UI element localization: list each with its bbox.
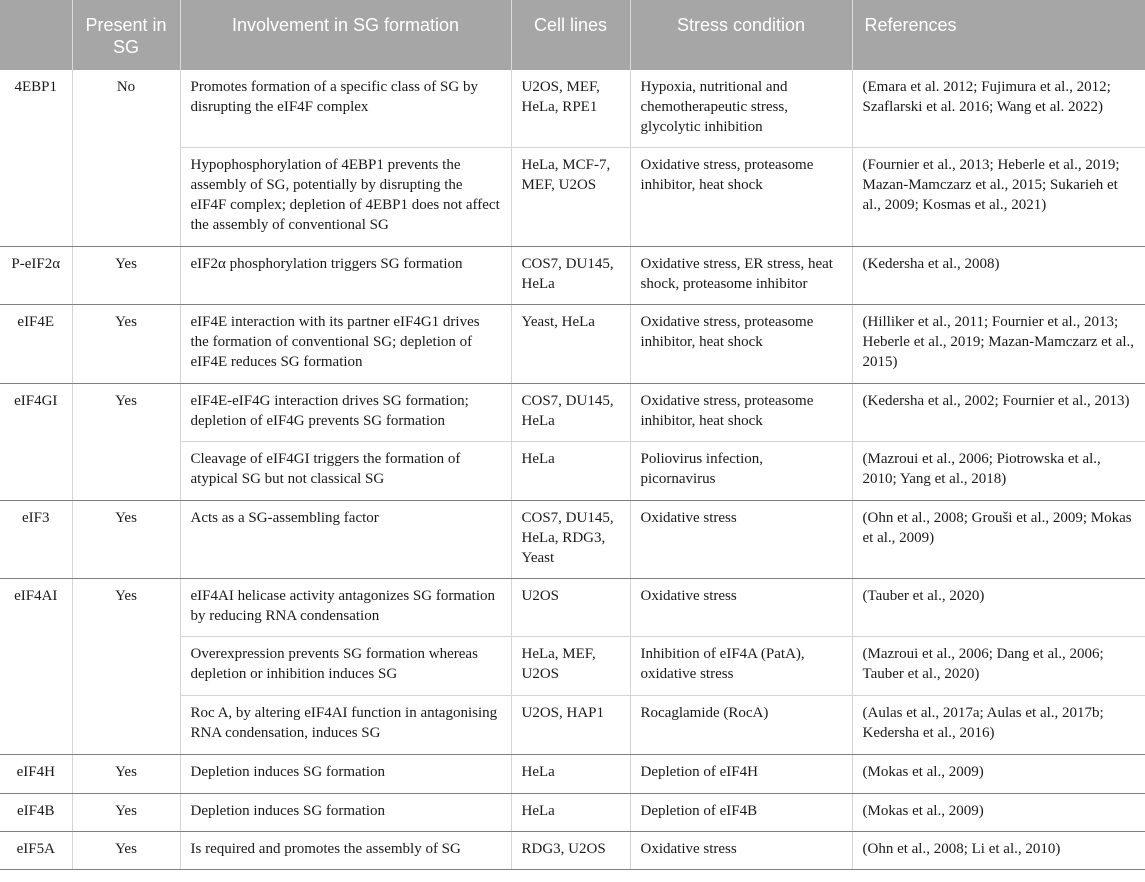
references-cell: (Aulas et al., 2017a; Aulas et al., 2017b; Kedersha et al., 2016): [852, 695, 1145, 754]
stress-cell: Oxidative stress, proteasome inhibitor, heat shock: [630, 304, 852, 383]
cell-lines-cell: HeLa, MEF, U2OS: [511, 636, 630, 695]
stress-cell: Oxidative stress, proteasome inhibitor, heat shock: [630, 383, 852, 441]
table-row: [0, 500, 1145, 578]
involvement-cell: Is required and promotes the assembly of SG: [180, 831, 511, 869]
present-cell: Yes: [72, 383, 180, 500]
present-cell: Yes: [72, 831, 180, 869]
table-row: [0, 754, 1145, 793]
references-cell: (Mokas et al., 2009): [852, 754, 1145, 793]
cell-lines-cell: U2OS, MEF, HeLa, RPE1: [511, 70, 630, 147]
present-cell: Yes: [72, 793, 180, 831]
involvement-cell: Cleavage of eIF4GI triggers the formation of atypical SG but not classical SG: [180, 441, 511, 500]
table-row: [0, 304, 1145, 383]
header-stress-condition: Stress condition: [630, 0, 852, 70]
references-cell: (Hilliker et al., 2011; Fournier et al., 2013; Heberle et al., 2019; Mazan-Mamczarz et al., 2015): [852, 304, 1145, 383]
table-row: [0, 246, 1145, 304]
cell-lines-cell: U2OS, HAP1: [511, 695, 630, 754]
protein-cell: eIF4B: [0, 793, 72, 831]
references-cell: (Ohn et al., 2008; Grouši et al., 2009; Mokas et al., 2009): [852, 500, 1145, 578]
involvement-cell: Roc A, by altering eIF4AI function in antagonising RNA condensation, induces SG: [180, 695, 511, 754]
present-cell: Yes: [72, 500, 180, 578]
involvement-cell: eIF4AI helicase activity antagonizes SG formation by reducing RNA condensation: [180, 578, 511, 636]
header-row: [0, 0, 1145, 70]
references-cell: (Kedersha et al., 2008): [852, 246, 1145, 304]
cell-lines-cell: COS7, DU145, HeLa, RDG3, Yeast: [511, 500, 630, 578]
protein-cell: eIF4H: [0, 754, 72, 793]
involvement-cell: Depletion induces SG formation: [180, 754, 511, 793]
table-row: [0, 578, 1145, 636]
protein-cell: eIF3: [0, 500, 72, 578]
present-cell: Yes: [72, 754, 180, 793]
present-cell: Yes: [72, 304, 180, 383]
protein-cell: P-eIF2α: [0, 246, 72, 304]
header-references: References: [852, 0, 1145, 70]
header-cell-lines: Cell lines: [511, 0, 630, 70]
protein-cell: eIF4E: [0, 304, 72, 383]
cell-lines-cell: U2OS: [511, 578, 630, 636]
cell-lines-cell: HeLa, MCF-7, MEF, U2OS: [511, 147, 630, 246]
table-row: [0, 70, 1145, 147]
stress-cell: Inhibition of eIF4A (PatA), oxidative stress: [630, 636, 852, 695]
stress-cell: Poliovirus infection, picornavirus: [630, 441, 852, 500]
references-cell: (Mazroui et al., 2006; Dang et al., 2006; Tauber et al., 2020): [852, 636, 1145, 695]
references-cell: (Tauber et al., 2020): [852, 578, 1145, 636]
references-cell: (Emara et al. 2012; Fujimura et al., 2012; Szaflarski et al. 2016; Wang et al. 2022): [852, 70, 1145, 147]
cell-lines-cell: HeLa: [511, 793, 630, 831]
table-row: [0, 831, 1145, 869]
header-present-in-sg: Present in SG: [72, 0, 180, 70]
header-protein: [0, 0, 72, 70]
involvement-cell: Depletion induces SG formation: [180, 793, 511, 831]
involvement-cell: eIF2α phosphorylation triggers SG formation: [180, 246, 511, 304]
protein-cell: eIF4GI: [0, 383, 72, 500]
present-cell: No: [72, 70, 180, 246]
cell-lines-cell: HeLa: [511, 754, 630, 793]
involvement-cell: Promotes formation of a specific class of SG by disrupting the eIF4F complex: [180, 70, 511, 147]
protein-cell: 4EBP1: [0, 70, 72, 246]
references-cell: (Ohn et al., 2008; Li et al., 2010): [852, 831, 1145, 869]
header-involvement: Involvement in SG formation: [180, 0, 511, 70]
involvement-cell: Acts as a SG-assembling factor: [180, 500, 511, 578]
protein-cell: eIF5A: [0, 831, 72, 869]
stress-cell: Oxidative stress, ER stress, heat shock, proteasome inhibitor: [630, 246, 852, 304]
references-cell: (Mazroui et al., 2006; Piotrowska et al., 2010; Yang et al., 2018): [852, 441, 1145, 500]
stress-cell: Oxidative stress: [630, 578, 852, 636]
present-cell: Yes: [72, 246, 180, 304]
references-cell: (Mokas et al., 2009): [852, 793, 1145, 831]
protein-cell: eIF4AI: [0, 578, 72, 754]
cell-lines-cell: HeLa: [511, 441, 630, 500]
cell-lines-cell: COS7, DU145, HeLa: [511, 246, 630, 304]
stress-cell: Oxidative stress, proteasome inhibitor, heat shock: [630, 147, 852, 246]
stress-cell: Oxidative stress: [630, 500, 852, 578]
present-cell: Yes: [72, 578, 180, 754]
references-cell: (Kedersha et al., 2002; Fournier et al., 2013): [852, 383, 1145, 441]
stress-cell: Rocaglamide (RocA): [630, 695, 852, 754]
stress-cell: Hypoxia, nutritional and chemotherapeutic stress, glycolytic inhibition: [630, 70, 852, 147]
involvement-cell: eIF4E-eIF4G interaction drives SG formation; depletion of eIF4G prevents SG formation: [180, 383, 511, 441]
involvement-cell: eIF4E interaction with its partner eIF4G1 drives the formation of conventional SG; depletion of eIF4E reduces SG formation: [180, 304, 511, 383]
cell-lines-cell: COS7, DU145, HeLa: [511, 383, 630, 441]
table-row: [0, 793, 1145, 831]
references-cell: (Fournier et al., 2013; Heberle et al., 2019; Mazan-Mamczarz et al., 2015; Sukarieh et al., 2009; Kosmas et al., 2021): [852, 147, 1145, 246]
involvement-cell: Overexpression prevents SG formation whereas depletion or inhibition induces SG: [180, 636, 511, 695]
stress-cell: Depletion of eIF4H: [630, 754, 852, 793]
stress-cell: Depletion of eIF4B: [630, 793, 852, 831]
involvement-cell: Hypophosphorylation of 4EBP1 prevents the assembly of SG, potentially by disrupting the eIF4F complex; depletion of 4EBP1 does not affect the assembly of conventional SG: [180, 147, 511, 246]
stress-cell: Oxidative stress: [630, 831, 852, 869]
cell-lines-cell: RDG3, U2OS: [511, 831, 630, 869]
cell-lines-cell: Yeast, HeLa: [511, 304, 630, 383]
table-row: [0, 383, 1145, 441]
